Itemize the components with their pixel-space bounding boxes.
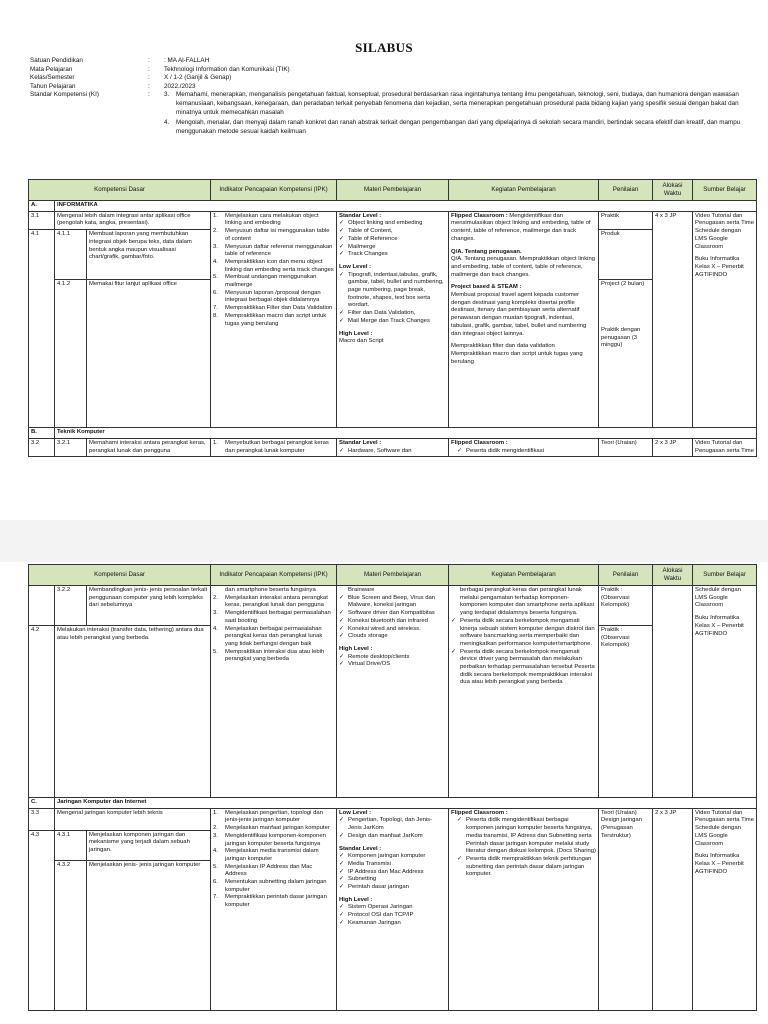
materi-item: Brainware [348,587,375,593]
check-icon: ✓ [451,617,456,624]
syllabus-meta [30,57,750,136]
kd-text: Melakukan interaksi (transfer data, tethering) antara dua atau lebih perangkat yang berbeda. [55,626,211,798]
check-icon: ✓ [339,817,344,824]
activity-label: Flipped Classroom : [451,212,508,219]
materi-item: Macro dan Script [339,338,384,345]
kd-number: 4.2 [29,626,55,798]
materi-item: Track Changes [348,251,388,258]
materi-item: Filter dan Data Validation, [348,310,416,317]
ipk-item: Mempraktikkan Filter dan Data Validation [225,305,333,312]
kegiatan-cell [449,211,599,427]
kd-subnumber: 4.3.1 [55,830,87,860]
ipk-item: Mempraktikan interaksi dua atau lebih perangkat yang berbeda [225,648,325,663]
kd-text: Membandingkan jenis- jenis persoalan terkait penggunaan computer yang lebih kompleks dari sebelumnya [87,586,211,626]
activity-text: Mengidentifikasi dan mensimulasikan object linking and embeding, table of content, table of reference, mailmerge dan track changes. [451,212,591,242]
check-icon: ✓ [339,235,344,242]
syllabus-table-1 [28,179,757,457]
materi-item: IP Address dan Mac Address [348,868,424,875]
source-book: Buku Informatika Kelas X – Penerbit AGTIFINDO [695,853,744,875]
materi-item: Hardware, Software dan [348,447,412,454]
meta-colon: : [148,74,150,82]
ipk-number: 2. [213,594,218,601]
ki-text: Mengolah, menalar, dan menyaji dalam ranah konkret dan ranah abstrak terkait dengan pengembangan dari yang dipelajarinya di sekolah secara mandiri, bertindak secara efektif dan kreatif, dan mampu menggunakan metode sesuai kaidah keilmuan [176,119,741,135]
materi-item: Table of Content, [348,228,393,235]
activity-text: Q/A. Tentang penugasan. Mempraktikkan object linking and embeding, table of content, table of reference, mailmerge dan track changes. [451,256,595,278]
materi-item: Mailmerge [348,243,376,250]
meta-label: Satuan Pendidikan [30,57,83,64]
meta-row-kelas [30,74,750,83]
meta-colon: : [148,82,150,90]
sumber-cell [693,586,757,798]
materi-cell [337,438,449,456]
source-book: Buku Informatika Kelas X – Penerbit AGTIFINDO [695,256,744,278]
check-icon: ✓ [339,317,344,324]
meta-value: 2022./2023 [164,82,196,90]
kd-number: 3.2 [29,438,55,456]
level-label: Standar Level : [339,845,382,852]
kd-text: Menjelaskan jenis- jenis jaringan komputer [87,860,211,1010]
check-icon: ✓ [339,884,344,891]
page-title: SILABUS [355,40,413,55]
level-label: Low Level : [339,263,372,270]
activity-label: Flipped Classroom : [451,439,508,446]
header-penilaian: Penilaian [599,565,653,586]
ipk-number: 5. [213,863,218,870]
header-sumber: Sumber Belajar [693,565,757,586]
check-icon: ✓ [339,919,344,926]
penilaian-cell [599,808,653,1010]
ipk-number: 6. [213,879,218,886]
materi-item: Koneksi bluetooth dan infrared [348,617,428,624]
check-icon: ✓ [339,310,344,317]
header-penilaian: Penilaian [599,180,653,201]
header-kegiatan: Kegiatan Pembelajaran [449,180,599,201]
alokasi-cell: 2 x 3 JP [653,438,693,456]
ipk-item: dan smartphone beserta fungsinya [225,587,316,593]
check-icon: ✓ [339,594,344,601]
ipk-cell: 1. Menjelaskan cara melakukan object linking and embeding 2. Menyusun daftar isi menggunakan table of content 3. Menyusun daftar referensi menggunakan table of reference 4. Mempraktikkan icon dan menu object linking dan embeding serta track changes 5. Membuat undangan menggunakan mailmerge 6. Menyusun laporan /proposal dengan integrasi berbagai objek didalamnya 7. Mempraktikkan Filter dan Data Validation 8. Mempraktikkan macro dan script untuk tugas yang berulang [211,211,337,427]
check-icon: ✓ [339,228,344,235]
sumber-cell [693,211,757,427]
kd-subnumber: 3.2.2 [55,586,87,626]
section-row-b [29,428,757,439]
ipk-item: Mempraktikkan macro dan script untuk tugas yang berulang [225,312,327,327]
penilaian-item: Design jaringan (Penugasan Terstruktur) [601,817,642,839]
header-materi: Materi Pembelajaran [337,565,449,586]
check-icon: ✓ [339,617,344,624]
alokasi-cell: 4 x 3 JP [653,211,693,427]
level-label: High Level : [339,896,373,903]
kegiatan-cell [449,438,599,456]
penilaian-cell: Praktik : (Observasi Kelompok) [599,626,653,798]
kd-text: Mengenal lebih dalam integrasi antar aplikasi office (pengolah kata, angka, presentasi). [55,211,211,229]
ipk-item: Menentukan subnetting dalam jaringan komputer [225,879,327,893]
kd-number: 4.1 [29,230,55,428]
ipk-number: 2. [213,825,218,832]
header-kegiatan: Kegiatan Pembelajaran [449,565,599,586]
kd-subnumber: 4.1.1 [55,230,87,280]
ipk-item: Menjelaskan interaksi antara perangkat keras, perangkat lunak dan pengguna [225,594,328,609]
kd-subnumber: 4.1.2 [55,280,87,428]
activity-text: Peserta didik mengidentifikasi [466,447,544,454]
check-icon: ✓ [457,855,462,862]
check-icon: ✓ [339,625,344,632]
materi-item: Pengertian, Topologi, dan Jenis- Jenis JarKom [348,817,433,832]
activity-label: Q/A. Tentang penugasan. [451,248,522,255]
ipk-item: Mengidentifikasi berbagai permasalahan saat booting [225,610,331,624]
materi-cell [337,586,449,798]
ki-list [164,91,750,136]
meta-value: : MA Al-FALLAH [164,57,210,64]
materi-item: Virtual Drive/OS [348,661,391,668]
level-label: High Level : [339,645,373,652]
kegiatan-cell [449,586,599,798]
materi-item: Object linking and embeding [348,220,423,227]
ipk-cell [211,586,337,798]
section-row-c [29,798,757,809]
activity-text: Peserta didik secara berkelompok mengamati device driver yang bermasalah dan melakukan perbaikan terhadap permasalahan tersebut Peserta didik secara berkelompok mempraktikkan interaksi dua atau lebih perangkat yang berbeda [460,648,595,686]
check-icon: ✓ [339,220,344,227]
check-icon: ✓ [339,912,344,919]
materi-item: Media Transmisi [348,860,391,867]
check-icon: ✓ [339,610,344,617]
alokasi-cell: 2 x 3 JP [653,808,693,1010]
materi-item: Protocol OSI dan TCP/IP [348,912,414,919]
materi-item: Komponen jaringan komputer [348,853,426,860]
penilaian-cell: Praktik [599,211,653,229]
header-ipk: Indikator Pencapaian Kompetensi (IPK) [211,565,337,586]
header-alokasi: Alokasi Waktu [653,565,693,586]
kd-text: Membuat laporan yang membutuhkan integrasi objek berupa teks, data dalam bentuk angka maupun visualisasi chart/grafik, gambar/foto. [87,230,211,280]
check-icon: ✓ [339,271,344,278]
penilaian-cell: Produk [599,230,653,280]
ipk-item: Menjelaskan manfaat jaringan komputer [225,825,330,832]
meta-row-tahun [30,83,750,92]
kd-number: 4.3 [29,830,55,1010]
check-icon: ✓ [339,853,344,860]
penilaian-cell [599,280,653,428]
ipk-item: Menyusun laporan /proposal dengan integrasi berbagai objek didalamnya [225,289,321,304]
kd-text: Menjelaskan komponen jaringan dan mekanisme yang terjadi dalam sebuah jaringan. [87,830,211,860]
meta-label: Tahun Pelajaran [30,82,76,90]
activity-label: Flipped Classroom : [451,809,508,816]
materi-item: Blue Screen and Beep, Virus dan Malware, koneksi jaringan [348,594,436,609]
meta-label: Kelas/Semester [30,74,75,82]
ipk-number: 4. [213,848,218,855]
meta-label: Mata Pelajaran [30,65,73,73]
ki-item [164,119,750,136]
table-row [29,211,757,229]
materi-item: Software driver dan Kompatibitas [348,610,435,617]
ipk-item: Menyusun daftar referensi menggunakan table of reference [225,243,333,258]
materi-item: Remote desktop/clients [348,653,410,660]
check-icon: ✓ [457,817,462,824]
materi-item: Table of Reference [348,235,398,242]
ipk-number: 5. [213,648,218,655]
check-icon: ✓ [339,876,344,883]
activity-text: Membuat proposal travel agent kepada customer dengan destinasi yang kompleks disertai profile destinasi, itenary dan pembiayaan serta alternatif penawaran dengan muatan tipografi, indentasi, tabulasi, grafik, gambar, tabel, bullet and numbering dan integrasi object lainnya. [451,292,587,337]
ipk-item: Mempraktikkan icon dan menu object linking dan embeding serta track changes [225,258,334,273]
materi-item: Design dan manfaat JarKom [348,832,423,839]
meta-row-ki [30,91,750,136]
ipk-item: Menyebutkan berbagai perangkat keras dan perangkat lunak komputer [225,439,329,454]
section-letter: B. [29,428,55,439]
ipk-number: 3. [213,832,218,839]
ipk-item: Menjelaskan berbagai permasalahan perangkat keras dan perangkat lunak yang tidak berfungsi dengan baik [225,625,323,647]
kd-subnumber: 3.2.1 [55,438,87,456]
table-row [29,586,757,626]
ipk-item: Membuat undangan menggunakan mailmerge [225,274,317,289]
materi-item: Perintah dasar jaringan [348,884,409,891]
source-book: Buku Informatika Kelas X – Penerbit AGTIFINDO [695,615,744,637]
meta-row-mapel [30,66,750,75]
check-icon: ✓ [339,904,344,911]
table-row [29,438,757,456]
activity-text: Peserta didik secara berkelompok mengamati kinerja sebuah sistem komputer dengan diskrol dan software bancmarking serta memperbaiki dan meningkatkan performance komputer/smartphone. [460,617,595,647]
materi-cell [337,808,449,1010]
header-sumber: Sumber Belajar [693,180,757,201]
header-ipk: Indikator Pencapaian Kompetensi (IPK) [211,180,337,201]
check-icon: ✓ [339,243,344,250]
check-icon: ✓ [339,860,344,867]
materi-cell [337,211,449,427]
activity-text: Peserta didik mengidentifikasi berbagai komponen jaringan komputer beserta fungsinya, media transmisi, IP Adress dan Subnetting serta Perintah dasar jaringan komputer melalui study literatur dengan diskusi kelompok. (Docs Sharing) [466,817,597,855]
page-gap [0,520,768,562]
kegiatan-cell [449,808,599,1010]
ipk-item: Mempraktikkan perintah dasar jaringan komputer [225,894,327,909]
source-text: Video Tutorial dan Penugasan serta Time Schedule dengan LMS Google Classroom [695,809,754,847]
table-row [29,808,757,830]
materi-item: Sistem Operasi Jaringan [348,904,413,911]
check-icon: ✓ [339,251,344,258]
header-alokasi: Alokasi Waktu [653,180,693,201]
document-page-2 [0,562,768,1024]
check-icon: ✓ [339,661,344,668]
header-materi: Materi Pembelajaran [337,180,449,201]
section-row-a [29,201,757,212]
activity-text: Mempraktikkan filter dan data validation Mempraktikkan macro dan script untuk tugas yang berulang [451,343,583,365]
kd-number: 3.1 [29,211,55,229]
ki-number: 4. [164,119,170,127]
kd-text: Memahami interaksi antara perangkat keras, perangkat lunak dan pengguna [87,438,211,456]
alokasi-cell [653,586,693,798]
meta-colon: : [148,65,150,73]
kd-number [29,586,55,626]
header-row [29,565,757,586]
meta-label: Standar Kompetensi (KI) [30,91,99,99]
source-text: Video Tutorial dan Penugasan serta Time Schedule dengan LMS Google Classroom [695,212,754,250]
activity-label: Project based & STEAM : [451,284,522,291]
penilaian-item: Project (2 bulan) [601,281,645,288]
materi-item: Keamanan Jaringan [348,919,401,926]
ipk-cell [211,438,337,456]
level-label: Standar Level : [339,212,382,219]
check-icon: ✓ [451,648,456,655]
kd-number: 3.3 [29,808,55,830]
activity-text: berbagai perangkat keras dan perangkat lunak melalui pengamatan terhadap komponen-komponen komputer dan smartphone serta aplikasi yang terdapat didalamnya beserta fungsinya. [460,587,594,617]
penilaian-item: Teori (Uraian) [601,809,637,816]
kd-text: Memakai fitur lanjut aplikasi office [87,280,211,428]
source-text: Schedule dengan LMS Google Classroom [695,587,741,609]
sumber-cell [693,808,757,1010]
check-icon: ✓ [457,447,462,454]
ipk-item: Menjelaskan media transmisi dalam jaringan komputer [225,848,319,862]
meta-value: X / 1-2 (Ganjil & Genap) [164,74,232,82]
ipk-item: Menjelaskan pengertian, topologi dan jenis-jenis jaringan komputer [225,809,323,824]
materi-item: Mail Merge dan Track Changes [348,317,430,324]
ipk-number: 1. [213,809,218,816]
penilaian-cell: Teori (Uraian) [599,438,653,456]
section-name: Teknik Komputer [55,428,757,439]
meta-colon: : [148,91,150,99]
ki-item [164,91,750,117]
header-kompetensi-dasar: Kompetensi Dasar [29,565,211,586]
materi-item: Koneksi wired and wireless. [348,625,421,632]
check-icon: ✓ [339,868,344,875]
ipk-item: Menyusun daftar isi menggunakan table of content [225,228,330,242]
meta-row-satuan [30,57,750,66]
meta-value: Tekhnologi Information dan Komunikasi (TIK) [164,65,290,73]
ipk-cell [211,808,337,1010]
penilaian-item: Praktik dengan penugasan (3 minggu) [601,326,641,349]
sumber-cell: Video Tutorial dan Penugasan serta Time [693,438,757,456]
penilaian-cell: Praktik : (Observasi Kelompok) [599,586,653,626]
section-letter: C. [29,798,55,809]
kd-text: Mengenal jaringan komputer lebih teknis [55,808,211,830]
kd-subnumber: 4.3.2 [55,860,87,1010]
materi-item: Subnetting [348,876,377,883]
ipk-number: 1. [213,439,218,446]
check-icon: ✓ [339,447,344,454]
header-kompetensi-dasar: Kompetensi Dasar [29,180,211,201]
syllabus-table-2 [28,564,757,1011]
level-label: Standar Level : [339,439,382,446]
activity-text: Peserta didik mempraktikkan teknik perhitungan subnetting dan perintah dasar dalam jaringan komputer. [466,855,592,878]
level-label: Low Level : [339,809,372,816]
section-letter: A. [29,201,55,212]
ipk-number: 4. [213,625,218,632]
section-name: Jaringan Komputer dan Internet [55,798,757,809]
check-icon: ✓ [339,832,344,839]
check-icon: ✓ [339,653,344,660]
materi-item: Clouds storage [348,633,388,640]
ipk-number: 3. [213,610,218,617]
meta-colon: : [148,57,150,64]
ipk-item: Mengidentifikasi komponen-komponen jaringan komputer beserta fungsinya [225,832,326,847]
section-name: INFORMATIKA [55,201,757,212]
ipk-item: Menjelaskan cara melakukan object linking and embeding [225,212,319,227]
ipk-number: 7. [213,894,218,901]
ki-text: Memahami, menerapkan, menganalisis pengetahuan faktual, konseptual, prosedural berdasarkan rasa ingintahunya tentang ilmu pengetahuan, teknologi, seni, budaya, dan humaniora dengan wawasan kemanusiaan, kebangsaan, kenegaraan, dan peradaban terkait penyebab fenomena dan kejadian, serta menerapkan pengetahuan prosedural pada bidang kajian yang spesifik sesuai dengan bakat dan minatnya untuk memecahkan masalah [176,91,739,116]
ipk-item: Menjelaskan IP Address dan Mac Address [225,863,313,878]
materi-item: Tipografi, indentasi,tabulas, grafik, gambar, tabel, bullet and numbering, page numbering, page break, footnote, shapes, text box serta wordart. [348,271,444,309]
ki-number: 3. [164,91,170,99]
header-row [29,180,757,201]
level-label: High Level : [339,330,373,337]
check-icon: ✓ [339,633,344,640]
